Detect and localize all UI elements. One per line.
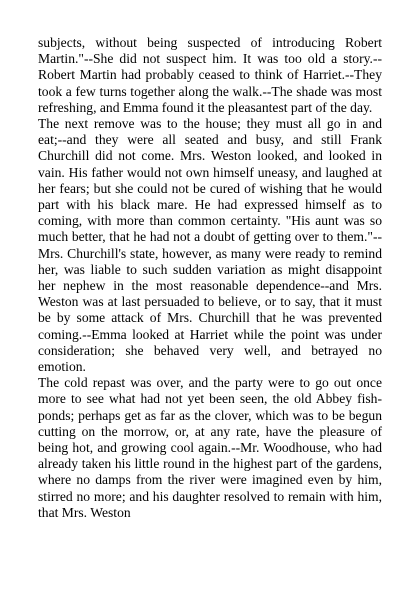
document-page — [38, 35, 382, 521]
paragraph-3: The cold repast was over, and the party were to go out once more to see what had not yet been seen, the old Abbey fish-ponds; perhaps get as far as the clover, which was to be begun cutting on the morrow, or, at any rate, have the pleasure of being hot, and growing cool again.--Mr. Woodhouse, who had already taken his little round in the highest part of the gardens, where no damps from the river were imagined even by him, stirred no more; and his daughter resolved to remain with him, that Mrs. Weston — [38, 375, 382, 520]
paragraph-1: subjects, without being suspected of introducing Robert Martin."--She did not suspect him. It was too old a story.--Robert Martin had probably ceased to think of Harriet.--They took a few turns together along the walk.--The shade was most refreshing, and Emma found it the pleasantest part of the day. — [38, 35, 382, 115]
paragraph-2: The next remove was to the house; they must all go in and eat;--and they were all seated and busy, and still Frank Churchill did not come. Mrs. Weston looked, and looked in vain. His father would not own himself uneasy, and laughed at her fears; but she could not be cured of wishing that he would part with his black mare. He had expressed himself as to coming, with more than common certainty. "His aunt was so much better, that he had not a doubt of getting over to them."--Mrs. Churchill's state, however, as many were ready to remind her, was liable to such sudden variation as might disappoint her nephew in the most reasonable dependence--and Mrs. Weston was at last persuaded to believe, or to say, that it must be by some attack of Mrs. Churchill that he was prevented coming.--Emma looked at Harriet while the point was under consideration; she behaved very well, and betrayed no emotion. — [38, 116, 382, 375]
